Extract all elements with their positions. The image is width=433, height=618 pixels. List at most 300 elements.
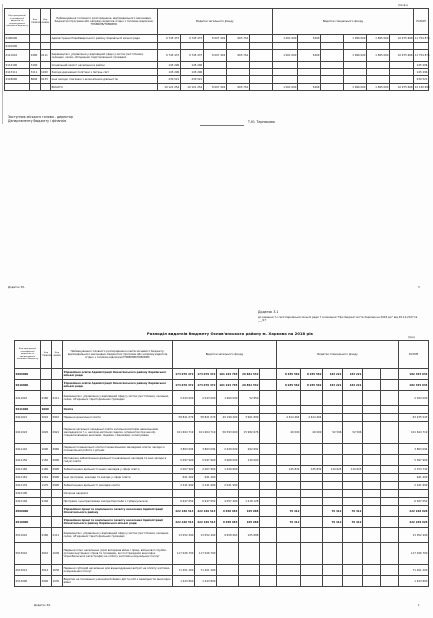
row-value: 52 596 [343,422,363,444]
row-value: 5409 [297,50,320,62]
row-tpkv: 1090 [41,444,52,455]
row-value [277,528,301,543]
row-value: 13 052 490 [399,528,429,543]
row-code: 0411170 [15,482,41,490]
row-fkv [40,43,50,50]
row-fkv: 1030 [52,543,63,565]
row-value: 2 043 000 [195,391,217,406]
row-name: Управління освіти Адміністрації Основ'янського району Харківської міської ради [63,369,173,380]
row-value [260,482,277,490]
row-value: 4 057 400 [217,498,239,506]
row-fkv: 0910 [52,414,63,422]
row-fkv [40,62,50,69]
table-row [15,498,429,506]
row-value [277,482,301,490]
row-value [260,506,277,517]
row-value [217,576,239,587]
row-value [381,498,399,506]
row-value: 1 660 000 [217,391,239,406]
row-value [363,565,381,576]
row-fkv: 0960 [52,444,63,455]
row-value: 230 521 [180,76,203,84]
page1-footer-right: 3 [418,286,420,289]
signature-line [200,125,244,126]
row-value [323,414,343,422]
row-tpkv: 0180 [41,528,52,543]
row-code: 0411161 [15,474,41,482]
row-fkv [52,517,63,528]
row-value: 1 443 800 [399,576,429,587]
row-value: 145 296 [414,69,429,76]
row-value [301,406,323,414]
row-value [381,466,399,474]
row-value: 20 861 532 [239,369,260,380]
row-name: Надання позашкільної освіти позашкільними закладами освіти, заходи із позашкільної роботи з дітьми [63,444,173,455]
row-value [343,490,363,498]
row-name: Управління освіти Адміністрації Основ'янського району Харківської міської ради [63,380,173,391]
row-value: 1 443 800 [195,576,217,587]
row-value [381,482,399,490]
row-value [381,490,399,498]
row-value: 2 007 900 [173,466,195,474]
row-value: 20 861 532 [239,380,260,391]
row-value [277,576,301,587]
row-value [323,482,343,490]
table-row [5,35,429,43]
row-value [239,466,260,474]
row-value [277,474,301,482]
row-value: 56 593 600 [217,422,239,444]
row-value: 10 975 668 [390,50,414,62]
row-value [363,543,381,565]
row-tpkv: 8600 [30,76,40,84]
row-code: 0400000 [15,369,41,380]
row-value [344,69,367,76]
p1-head-general: Видатки загального фонду [157,9,272,35]
row-value [363,391,381,406]
row-value: 11 754 876 [414,35,429,43]
row-code: 0118600 [5,76,30,84]
row-value: 6 947 052 [195,498,217,506]
row-value: 52 596 [323,422,343,444]
row-value [239,406,260,414]
row-value [301,490,323,498]
row-value [260,517,277,528]
row-value [390,62,414,69]
row-value [272,69,297,76]
row-value [381,543,399,565]
row-value [344,62,367,69]
table-row [15,369,429,380]
row-value: 101 194 765 [217,369,239,380]
row-value: 665 761 [226,50,249,62]
table-row [5,43,429,50]
row-value [277,498,301,506]
row-value: 105 688 [239,528,260,543]
row-name: Охорона здоров'я [63,490,173,498]
row-value: 11 754 876 [414,50,429,62]
table-row [15,528,429,543]
row-value: 1 001 600 [272,50,297,62]
row-value [344,43,367,50]
row-value: 79 412 [277,517,301,528]
page2-title: Розподіл видатків бюджету Основ'янського району м. Харкова на 2018 рік [146,331,314,336]
row-value: 641 400 [195,474,217,482]
row-value [157,43,180,50]
row-value: 222 169 514 [195,517,217,528]
row-name: Забезпечення діяльності закладів освіти [63,482,173,490]
row-value [323,474,343,482]
row-value [381,391,399,406]
row-value [301,474,323,482]
row-value [217,406,239,414]
row-value [323,444,343,455]
row-value: 1 001 600 [272,35,297,43]
table-row [15,391,429,406]
row-code: 0411160 [15,466,41,474]
row-value [217,565,239,576]
row-value [301,565,323,576]
table-row [15,414,429,422]
row-value: 1 996 000 [344,84,367,91]
row-name: Керівництво і управління у відповідній сфері у містах (місті Києві), селищах, селах, об'єднаних територіальних громадах [63,528,173,543]
row-value: 1 443 800 [173,576,195,587]
row-fkv [40,35,50,43]
row-name: Методичне забезпечення діяльності навчальних закладів та інші заходи в галузі освіти [63,455,173,466]
table-row [5,69,429,76]
row-value [260,490,277,498]
row-name: Інші заходи, пов'язані з економічною діяльністю [51,76,158,84]
row-value: 1 996 000 [344,50,367,62]
row-code: 0113111 [5,69,30,76]
table-row [15,506,429,517]
row-value [277,455,301,466]
row-value [260,543,277,565]
row-value: 145 296 [157,69,180,76]
row-value [301,576,323,587]
row-value [203,76,226,84]
row-name: Надання загальної середньої освіти загальноосвітніми навчальними закладами (в т.ч. школою-дитячим садком, інтернатом при школі), спеціалізованими школами, ліцеями, гімназіями, колегіумами [63,422,173,444]
table-row [15,466,429,474]
row-value: 9 658 963 [217,528,239,543]
row-code: 0500000 [15,506,41,517]
row-name: Управління праці та соціального захисту населення Адміністрації Основ'янського району Харківської міської ради [63,517,173,528]
row-code: 0513090 [15,576,41,587]
row-value [239,565,260,576]
row-value: 79 412 [277,506,301,517]
table-row [15,543,429,565]
row-value [301,528,323,543]
page1-corner: (тисяч) [398,4,408,7]
row-value [180,43,203,50]
row-value: 8 265 562 [301,380,323,391]
row-value: 3 863 094 [173,444,195,455]
row-fkv [52,498,63,506]
row-value: 163 221 [343,380,363,391]
row-tpkv: 1170 [41,482,52,490]
row-value [381,528,399,543]
row-fkv: 0990 [52,482,63,490]
row-value: 9 658 963 [217,517,239,528]
row-value [260,528,277,543]
p1-head-fkv: Код ФКВКБ [40,9,50,35]
row-value [239,474,260,482]
row-value [381,406,399,414]
row-value: 10 121 254 [157,84,180,91]
row-value [297,69,320,76]
row-value: 8 007 402 [203,50,226,62]
row-value [272,43,297,50]
row-value [260,498,277,506]
row-tpkv: 1000 [41,406,52,414]
page2-annex-title: Додаток 3.1 [258,310,279,314]
row-value [381,414,399,422]
row-value [195,490,217,498]
row-value: 163 221 [343,369,363,380]
row-value [367,62,390,69]
table-row [5,76,429,84]
table-row [5,62,429,69]
row-code: 0411021 [15,414,41,422]
row-value [249,50,272,62]
row-value: 79 412 [323,506,343,517]
row-value: 9 745 437 [180,35,203,43]
row-tpkv [41,517,52,528]
row-value [321,35,344,43]
row-fkv: 0990 [52,466,63,474]
row-value [226,76,249,84]
row-value [343,474,363,482]
row-tpkv: 1150 [41,455,52,466]
row-code: 0411150 [15,455,41,466]
row-tpkv [30,35,40,43]
row-code: 0412100 [15,490,41,498]
row-value [399,490,429,498]
row-value [323,543,343,565]
table-row [15,444,429,455]
row-value [343,391,363,406]
row-value [363,474,381,482]
row-value [343,498,363,506]
row-value [363,466,381,474]
row-value [363,482,381,490]
page1-budget-table [4,8,429,91]
row-code: 0100000 [5,35,30,43]
row-name [51,43,158,50]
row-value: 4 614 464 [277,414,301,422]
row-value [363,455,381,466]
row-value: 174 079 472 [173,369,195,380]
row-value: 3 968 000 [217,455,239,466]
row-value: 101 604 719 [195,422,217,444]
row-value: 105 688 [239,506,260,517]
row-value [343,565,363,576]
row-tpkv: 1010 [41,414,52,422]
row-value: 3 901 890 [239,414,260,422]
row-value: 3 863 094 [195,444,217,455]
row-value: 110 625 [343,466,363,474]
p2-head-code: Код програмної класифікації видатків та кредитування місцевого бюджету [15,341,41,369]
row-value [260,444,277,455]
row-value [363,422,381,444]
row-value: 101 194 765 [217,380,239,391]
row-value: 2 043 000 [173,391,195,406]
row-value [390,76,414,84]
row-value: 1 996 000 [344,35,367,43]
table-row [5,84,429,91]
row-value [323,490,343,498]
row-value [323,455,343,466]
row-value [226,69,249,76]
row-name: Заходи державної політики з питань сім'ї [51,69,158,76]
row-value [260,466,277,474]
row-value: 117 026 700 [173,543,195,565]
row-value: 10 121 254 [180,84,203,91]
row-value: 40 000 [301,422,323,444]
row-value [301,444,323,455]
row-value [249,76,272,84]
row-value [343,543,363,565]
row-value: 174 079 472 [195,380,217,391]
row-fkv: 0111 [40,50,50,62]
row-value: 10 975 668 [390,35,414,43]
row-value: 222 169 514 [173,506,195,517]
row-value: 71 201 200 [195,565,217,576]
row-value: 2 153 732 [399,466,429,474]
row-value [260,369,277,380]
row-value: 8 007 402 [203,35,226,43]
row-value [277,565,301,576]
row-value: 145 832 [301,466,323,474]
row-value: 1 001 600 [272,84,297,91]
row-value [277,543,301,565]
row-value [173,406,195,414]
table-row [15,455,429,466]
row-value: 2 007 900 [195,466,217,474]
row-value: 641 400 [399,474,429,482]
row-value: 9 658 963 [217,506,239,517]
row-value [249,62,272,69]
row-value: 2 041 990 [217,482,239,490]
row-fkv: 0990 [52,455,63,466]
row-value: 40 199 200 [217,414,239,422]
row-value [381,380,399,391]
row-value [323,576,343,587]
row-value: 2 241 990 [173,482,195,490]
row-value [344,76,367,84]
row-value [367,69,390,76]
page2-budget-table [14,340,429,587]
row-value: 79 412 [343,517,363,528]
row-value [301,391,323,406]
row-tpkv: 1020 [41,422,52,444]
row-value: 12 130 693 [414,85,430,89]
row-name: Надання дошкільної освіти [63,414,173,422]
p1-head-total: РАЗОМ [414,9,429,35]
row-name: Керівництво і управління у відповідній сфері у містах (місті Києві), селищах, селах, об'єднаних територіальних громадах [63,391,173,406]
row-code [5,84,30,91]
row-tpkv: 0180 [30,50,40,62]
row-code: 0113100 [5,62,30,69]
row-code: 0411020 [15,406,41,414]
row-value [226,62,249,69]
row-value: 5 097 900 [173,455,195,466]
row-value: 222 248 926 [399,506,429,517]
page2-corner: (грн) [408,336,415,339]
row-value [277,490,301,498]
row-value [297,43,320,50]
table-row [15,490,429,498]
row-value: 9 745 437 [157,50,180,62]
row-value [301,498,323,506]
row-fkv: 0921 [52,422,63,444]
row-value [399,406,429,414]
p1-head-name: Найменування головного розпорядника, відповідального виконавця, бюджетної програми або напряму видатків згідно з типовою відомчою/ТПКВКМБ/ТКВКБМС [51,9,158,35]
row-value [390,43,414,50]
row-value: 117 026 700 [195,543,217,565]
row-value [363,576,381,587]
row-fkv: 0111 [52,528,63,543]
row-value: 1 895 000 [367,35,390,43]
row-tpkv: 1160 [41,466,52,474]
row-value: 9 745 437 [157,35,180,43]
row-value: 6 947 052 [399,498,429,506]
row-value [321,62,344,69]
row-value: 163 221 [323,380,343,391]
row-value [343,455,363,466]
row-value: 222 248 926 [399,517,429,528]
row-value: 145 296 [157,62,180,69]
row-value [363,528,381,543]
row-code: 0510000 [15,517,41,528]
row-value: 52 850 [239,391,260,406]
row-name: Управління праці та соціального захисту населення Адміністрації Основ'янського району [63,506,173,517]
row-code: 0511010 [15,528,41,543]
row-value: 6 947 052 [173,498,195,506]
row-value: 13 052 490 [195,528,217,543]
row-value: 8 265 562 [301,369,323,380]
p2-head-general: Видатки загального фонду [173,341,277,369]
p1-head-tpkv: Код ТПКВКМБ [30,9,40,35]
row-value: 2 043 000 [399,391,429,406]
row-code: 0410000 [15,380,41,391]
row-value: 13 052 490 [173,528,195,543]
row-value: 2 241 990 [195,482,217,490]
row-code: 0111010 [5,50,30,62]
row-value: 79 412 [323,517,343,528]
p2-head-tpkv: Код ТПКВКМБ [41,341,52,369]
row-value [343,444,363,455]
row-value: 145 832 [277,466,301,474]
row-value [381,474,399,482]
row-value: 105 688 [239,517,260,528]
table-row [15,380,429,391]
table-row [15,422,429,444]
row-value: 222 169 514 [195,506,217,517]
row-value [363,380,381,391]
row-value [203,62,226,69]
row-fkv: 0133 [40,76,50,84]
row-value: 230 521 [414,76,429,84]
row-fkv: 1030 [52,565,63,576]
row-value: 5 097 900 [195,455,217,466]
row-value [272,76,297,84]
row-code: 0411022 [15,422,41,444]
row-value: 163 221 [323,369,343,380]
row-value [277,391,301,406]
row-value [301,506,323,517]
row-value [277,406,301,414]
